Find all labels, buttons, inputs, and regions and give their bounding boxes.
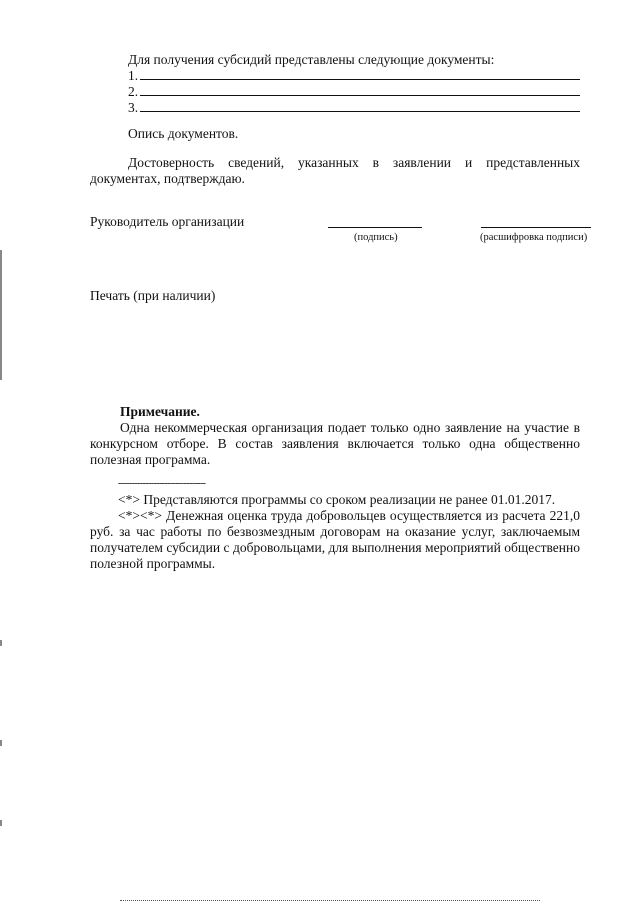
signature-caption: (подпись) (354, 232, 398, 243)
documents-intro: Для получения субсидий представлены следующие документы: (128, 52, 495, 67)
note-title: Примечание. (120, 404, 200, 419)
signature-decode-line (481, 227, 591, 228)
page-bottom-edge (120, 900, 540, 901)
document-item-line (140, 111, 580, 112)
footnote-separator: -------------------------------- (118, 478, 206, 489)
document-item-line (140, 95, 580, 96)
footnote-2: <*><*> Денежная оценка труда добровольцев осуществляется из расчета 221,0 руб. за час работы по безвозмездным договорам на оказание услуг, заключаемым получателем субсидии с добровольцами, для выполнения мероприятий общественно полезной программы. (90, 508, 580, 571)
footnote-1: <*> Представляются программы со сроком реализации не ранее 01.01.2017. (118, 492, 556, 507)
document-item-number: 1. (128, 68, 139, 83)
signature-line (328, 227, 422, 228)
document-item-number: 3. (128, 100, 139, 115)
document-item-number: 2. (128, 84, 139, 99)
scan-edge-mark (0, 820, 2, 826)
document-item-line (140, 79, 580, 80)
confirmation-text: Достоверность сведений, указанных в заявлении и представленных документах, подтверждаю. (90, 155, 580, 186)
signature-decode-caption: (расшифровка подписи) (480, 232, 588, 243)
scan-edge-mark (0, 640, 2, 646)
note-text: Одна некоммерческая организация подает только одно заявление на участие в конкурсном отборе. В состав заявления включается только одна общественно полезная программа. (90, 420, 580, 467)
scan-edge-mark (0, 250, 2, 380)
scan-edge-mark (0, 740, 2, 746)
signature-role: Руководитель организации (90, 214, 245, 229)
seal-label: Печать (при наличии) (90, 288, 216, 303)
inventory-label: Опись документов. (128, 126, 239, 141)
